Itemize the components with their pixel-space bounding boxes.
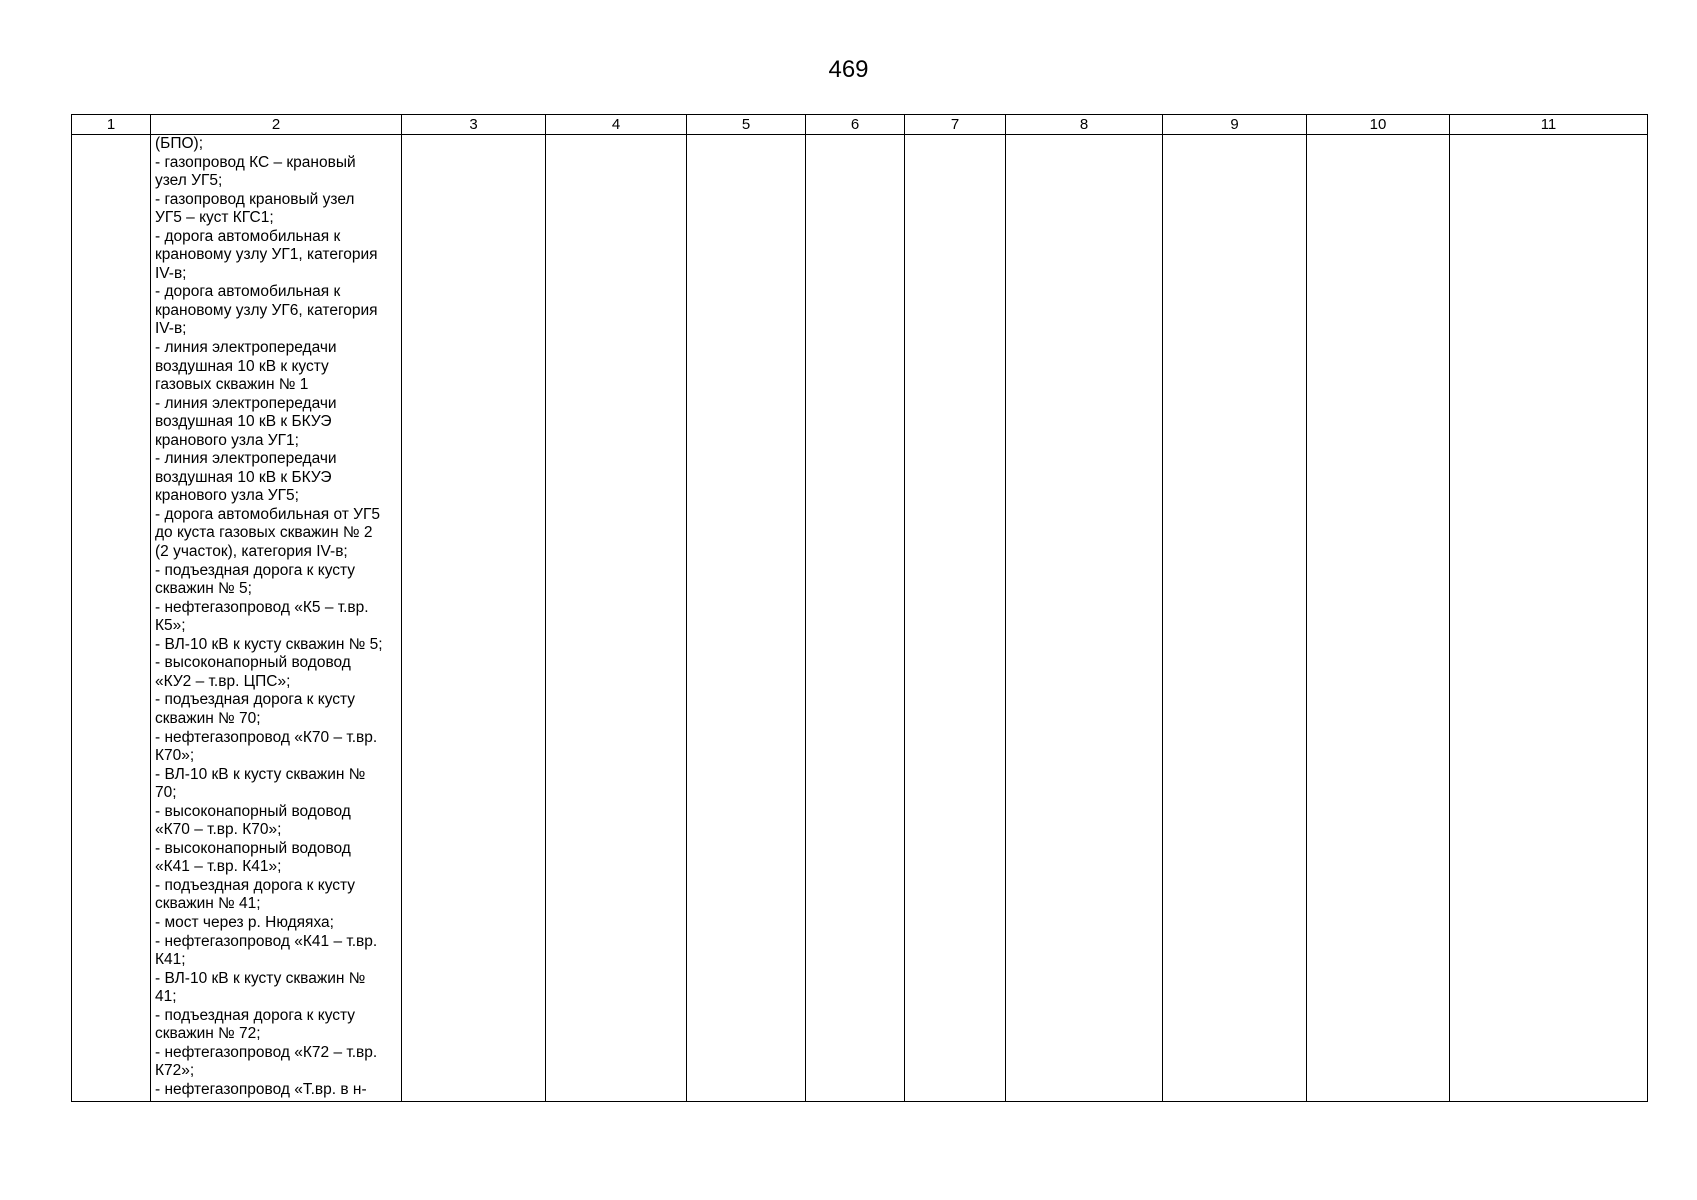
column-header-9: 9 [1163, 115, 1307, 135]
list-item: - подъездная дорога к кусту [155, 691, 356, 709]
list-item: 70; [155, 784, 177, 802]
column-header-3: 3 [402, 115, 546, 135]
list-item: кранового узла УГ1; [155, 431, 299, 449]
column-header-10: 10 [1307, 115, 1450, 135]
list-item: - подъездная дорога к кусту [155, 561, 356, 579]
list-item: 41; [155, 988, 177, 1006]
list-item: «К70 – т.вр. К70»; [155, 821, 282, 839]
list-item: узел УГ5; [155, 172, 223, 190]
list-item: воздушная 10 кВ к кусту [155, 357, 329, 375]
list-item: воздушная 10 кВ к БКУЭ [155, 468, 332, 486]
column-header-6: 6 [806, 115, 905, 135]
list-item: скважин № 70; [155, 709, 261, 727]
list-item: - мост через р. Нюдяяха; [155, 913, 334, 931]
cell-col-7 [905, 135, 1006, 1102]
list-item: - высоконапорный водовод [155, 839, 351, 857]
data-table [71, 114, 1648, 1102]
list-item: - нефтегазопровод «Т.вр. в н- [155, 1080, 367, 1098]
column-header-8: 8 [1006, 115, 1163, 135]
list-item: (БПО); [155, 135, 203, 152]
list-item: скважин № 72; [155, 1025, 261, 1043]
list-item: - высоконапорный водовод [155, 802, 351, 820]
cell-col-2 [151, 135, 402, 1102]
list-item: - нефтегазопровод «К72 – т.вр. [155, 1043, 378, 1061]
list-item: К72»; [155, 1062, 195, 1080]
header-row [72, 115, 1648, 135]
list-item: К41; [155, 951, 186, 969]
list-item: - нефтегазопровод «К70 – т.вр. [155, 728, 378, 746]
list-item: - газопровод крановый узел [155, 190, 355, 208]
list-item: - ВЛ-10 кВ к кусту скважин № 5; [155, 635, 383, 653]
list-item: - подъездная дорога к кусту [155, 876, 356, 894]
list-item: до куста газовых скважин № 2 [155, 524, 373, 542]
list-item: воздушная 10 кВ к БКУЭ [155, 413, 332, 431]
cell-col-3 [402, 135, 546, 1102]
list-item: - высоконапорный водовод [155, 654, 351, 672]
cell-col-4 [546, 135, 687, 1102]
list-item: кранового узла УГ5; [155, 487, 299, 505]
list-item: К70»; [155, 747, 195, 765]
list-item: - линия электропередачи [155, 339, 337, 357]
cell-col-6 [806, 135, 905, 1102]
cell-col-5 [687, 135, 806, 1102]
list-item: - ВЛ-10 кВ к кусту скважин № [155, 765, 366, 783]
list-item: - подъездная дорога к кусту [155, 1006, 356, 1024]
list-item: «К41 – т.вр. К41»; [155, 858, 282, 876]
list-item: (2 участок), категория IV-в; [155, 543, 348, 561]
column-header-4: 4 [546, 115, 687, 135]
cell-col-9 [1163, 135, 1307, 1102]
list-item: IV-в; [155, 264, 187, 282]
list-item: - ВЛ-10 кВ к кусту скважин № [155, 969, 366, 987]
list-item: IV-в; [155, 320, 187, 338]
list-item: скважин № 41; [155, 895, 261, 913]
list-item: УГ5 – куст КГС1; [155, 209, 274, 227]
list-item: - линия электропередачи [155, 394, 337, 412]
table-row [72, 135, 1648, 1102]
column-header-2: 2 [151, 115, 402, 135]
list-item: газовых скважин № 1 [155, 376, 309, 394]
list-item: «КУ2 – т.вр. ЦПС»; [155, 672, 291, 690]
list-item: - дорога автомобильная к [155, 227, 341, 245]
cell-col-1 [72, 135, 151, 1102]
list-item: - нефтегазопровод «К5 – т.вр. [155, 598, 369, 616]
cell-col-8 [1006, 135, 1163, 1102]
list-item: - газопровод КС – крановый [155, 153, 356, 171]
list-item: - дорога автомобильная к [155, 283, 341, 301]
column-header-11: 11 [1450, 115, 1648, 135]
list-item: - дорога автомобильная от УГ5 [155, 505, 381, 523]
list-item: К5»; [155, 617, 186, 635]
list-item: крановому узлу УГ6, категория [155, 301, 378, 319]
column-header-1: 1 [72, 115, 151, 135]
cell-col-10 [1307, 135, 1450, 1102]
list-item: крановому узлу УГ1, категория [155, 246, 378, 264]
column-header-7: 7 [905, 115, 1006, 135]
list-item: - нефтегазопровод «К41 – т.вр. [155, 932, 378, 950]
page-number: 469 [828, 56, 869, 83]
list-item: скважин № 5; [155, 580, 252, 598]
list-item: - линия электропередачи [155, 450, 337, 468]
cell-col-11 [1450, 135, 1648, 1102]
facility-list [151, 135, 401, 1099]
column-header-5: 5 [687, 115, 806, 135]
